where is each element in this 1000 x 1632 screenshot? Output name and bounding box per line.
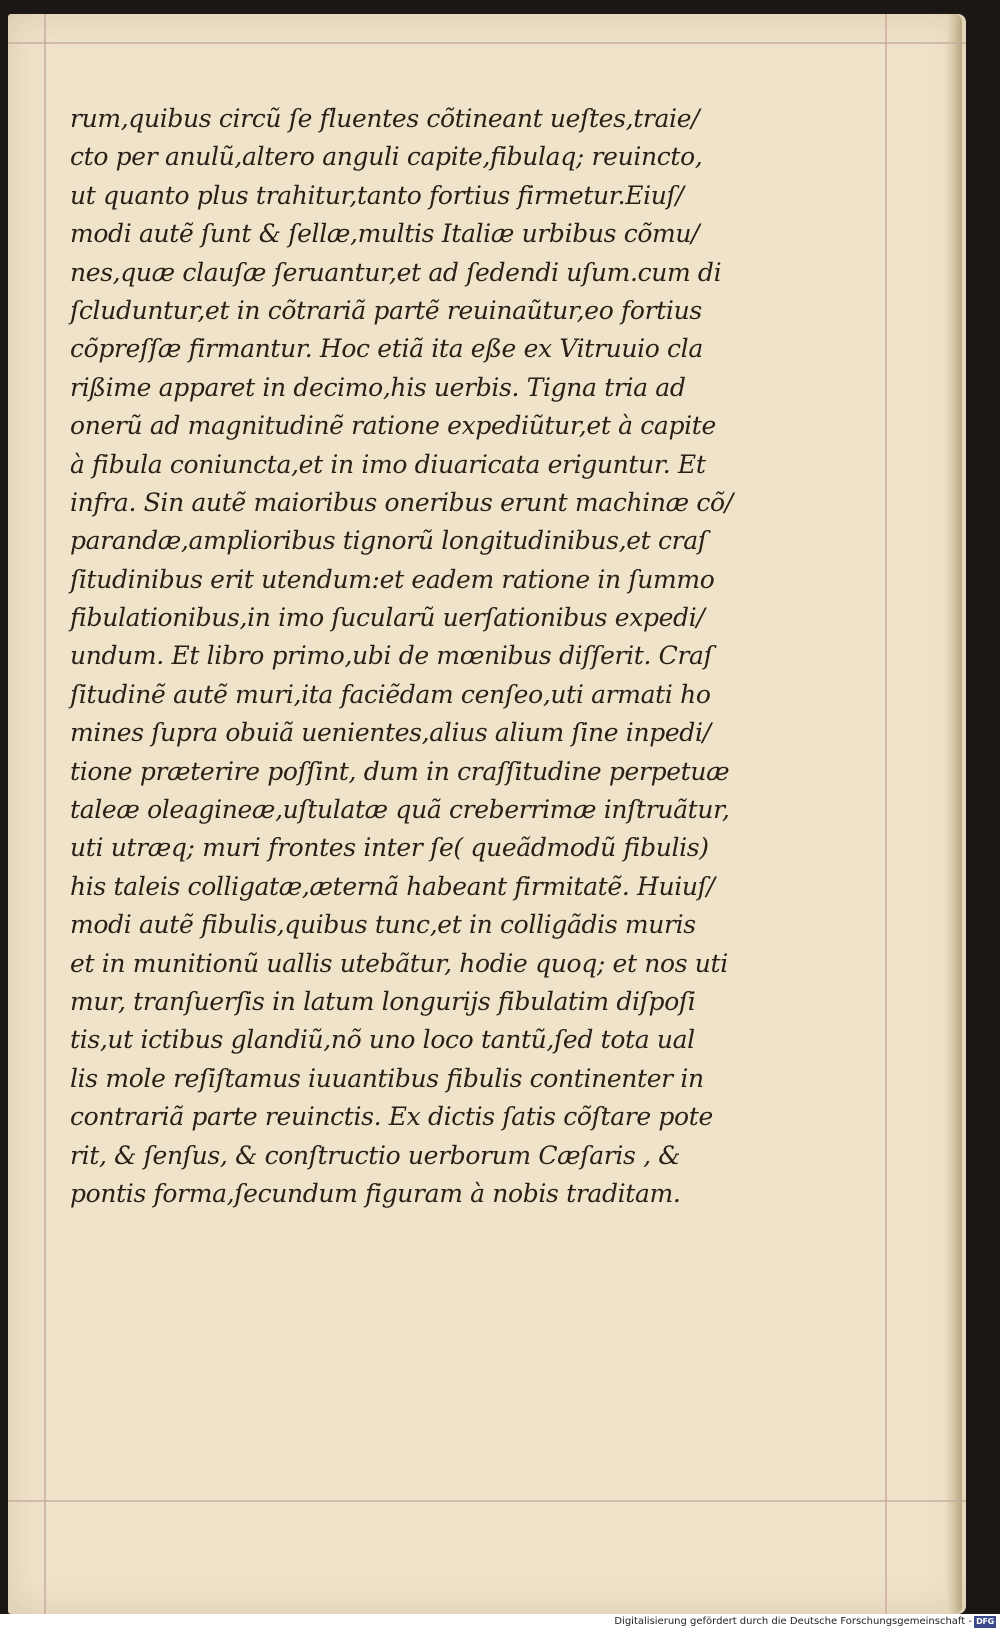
text-line: his taleis colligatæ,æternã habeant firmitatẽ. Huiuſ/ bbox=[70, 871, 715, 901]
text-line: rißime apparet in decimo,his uerbis. Tigna tria ad bbox=[70, 372, 686, 402]
margin-rule-bottom bbox=[8, 1500, 966, 1502]
text-line: modi autẽ fibulis,quibus tunc,et in colligãdis muris bbox=[70, 910, 696, 940]
text-line: infra. Sin autẽ maioribus oneribus erunt machinæ cõ/ bbox=[70, 487, 733, 517]
text-line: fibulationibus,in imo ſucularũ uerſationibus expedi/ bbox=[70, 603, 705, 633]
text-line: mines ſupra obuiã uenientes,alius alium ſine inpedi/ bbox=[70, 718, 711, 748]
text-block bbox=[70, 100, 770, 1213]
text-line: uti utræq; muri frontes inter ſe( queãdmodũ fibulis) bbox=[70, 833, 709, 863]
text-line: contrariã parte reuinctis. Ex dictis ſatis cõſtare pote bbox=[70, 1102, 713, 1132]
text-line: cõpreſſæ firmantur. Hoc etiã ita eße ex Vitruuio cla bbox=[70, 334, 703, 364]
text-line: mur, tranſuerſis in latum longurijs fibulatim diſpoſi bbox=[70, 986, 696, 1016]
margin-rule-left bbox=[44, 14, 46, 1614]
margin-rule-right bbox=[885, 14, 887, 1614]
digitization-credit: Digitalisierung gefördert durch die Deutsche Forschungsgemeinschaft - bbox=[614, 1616, 972, 1627]
text-line: ut quanto plus trahitur,tanto fortius firmetur.Eiuſ/ bbox=[70, 180, 684, 210]
text-line: modi autẽ ſunt & ſellæ,multis Italiæ urbibus cõmu/ bbox=[70, 219, 700, 249]
text-line: nes,quæ clauſæ ſeruantur,et ad ſedendi uſum.cum di bbox=[70, 257, 722, 287]
margin-rule-top bbox=[8, 42, 966, 44]
text-line: parandæ,amplioribus tignorũ longitudinibus,et craſ bbox=[70, 526, 707, 556]
text-line: onerũ ad magnitudinẽ ratione expediũtur,et à capite bbox=[70, 411, 716, 441]
text-line: tione præterire poſſint, dum in craſſitudine perpetuæ bbox=[70, 756, 730, 786]
dfg-logo: DFG bbox=[974, 1616, 996, 1628]
text-line: et in munitionũ uallis utebãtur, hodie quoq; et nos uti bbox=[70, 948, 728, 978]
text-line: ſcluduntur,et in cõtrariã partẽ reuinaũtur,eo fortius bbox=[70, 295, 702, 325]
text-line: cto per anulũ,altero anguli capite,fibulaq; reuincto, bbox=[70, 142, 703, 172]
text-line: rum,quibus circũ ſe fluentes cõtineant ueſtes,traie/ bbox=[70, 104, 700, 133]
text-line: ſitudinibus erit utendum:et eadem ratione in ſummo bbox=[70, 564, 715, 594]
page-fore-edge bbox=[946, 14, 962, 1614]
text-line: rit, & ſenſus, & conſtructio uerborum Cæſaris , & bbox=[70, 1140, 681, 1170]
text-line: lis mole reſiſtamus iuuantibus fibulis continenter in bbox=[70, 1063, 704, 1093]
text-line: pontis forma,ſecundum figuram à nobis traditam. bbox=[70, 1178, 681, 1208]
text-line: taleæ oleagineæ,uſtulatæ quã creberrimæ inſtruãtur, bbox=[70, 795, 730, 825]
text-line: à fibula coniuncta,et in imo diuaricata eriguntur. Et bbox=[70, 449, 706, 479]
text-line: ſitudinẽ autẽ muri,ita faciẽdam cenſeo,uti armati ho bbox=[70, 679, 711, 709]
text-line: undum. Et libro primo,ubi de mœnibus diſſerit. Craſ bbox=[70, 641, 713, 671]
text-line: tis,ut ictibus glandiũ,nõ uno loco tantũ,ſed tota ual bbox=[70, 1025, 695, 1055]
